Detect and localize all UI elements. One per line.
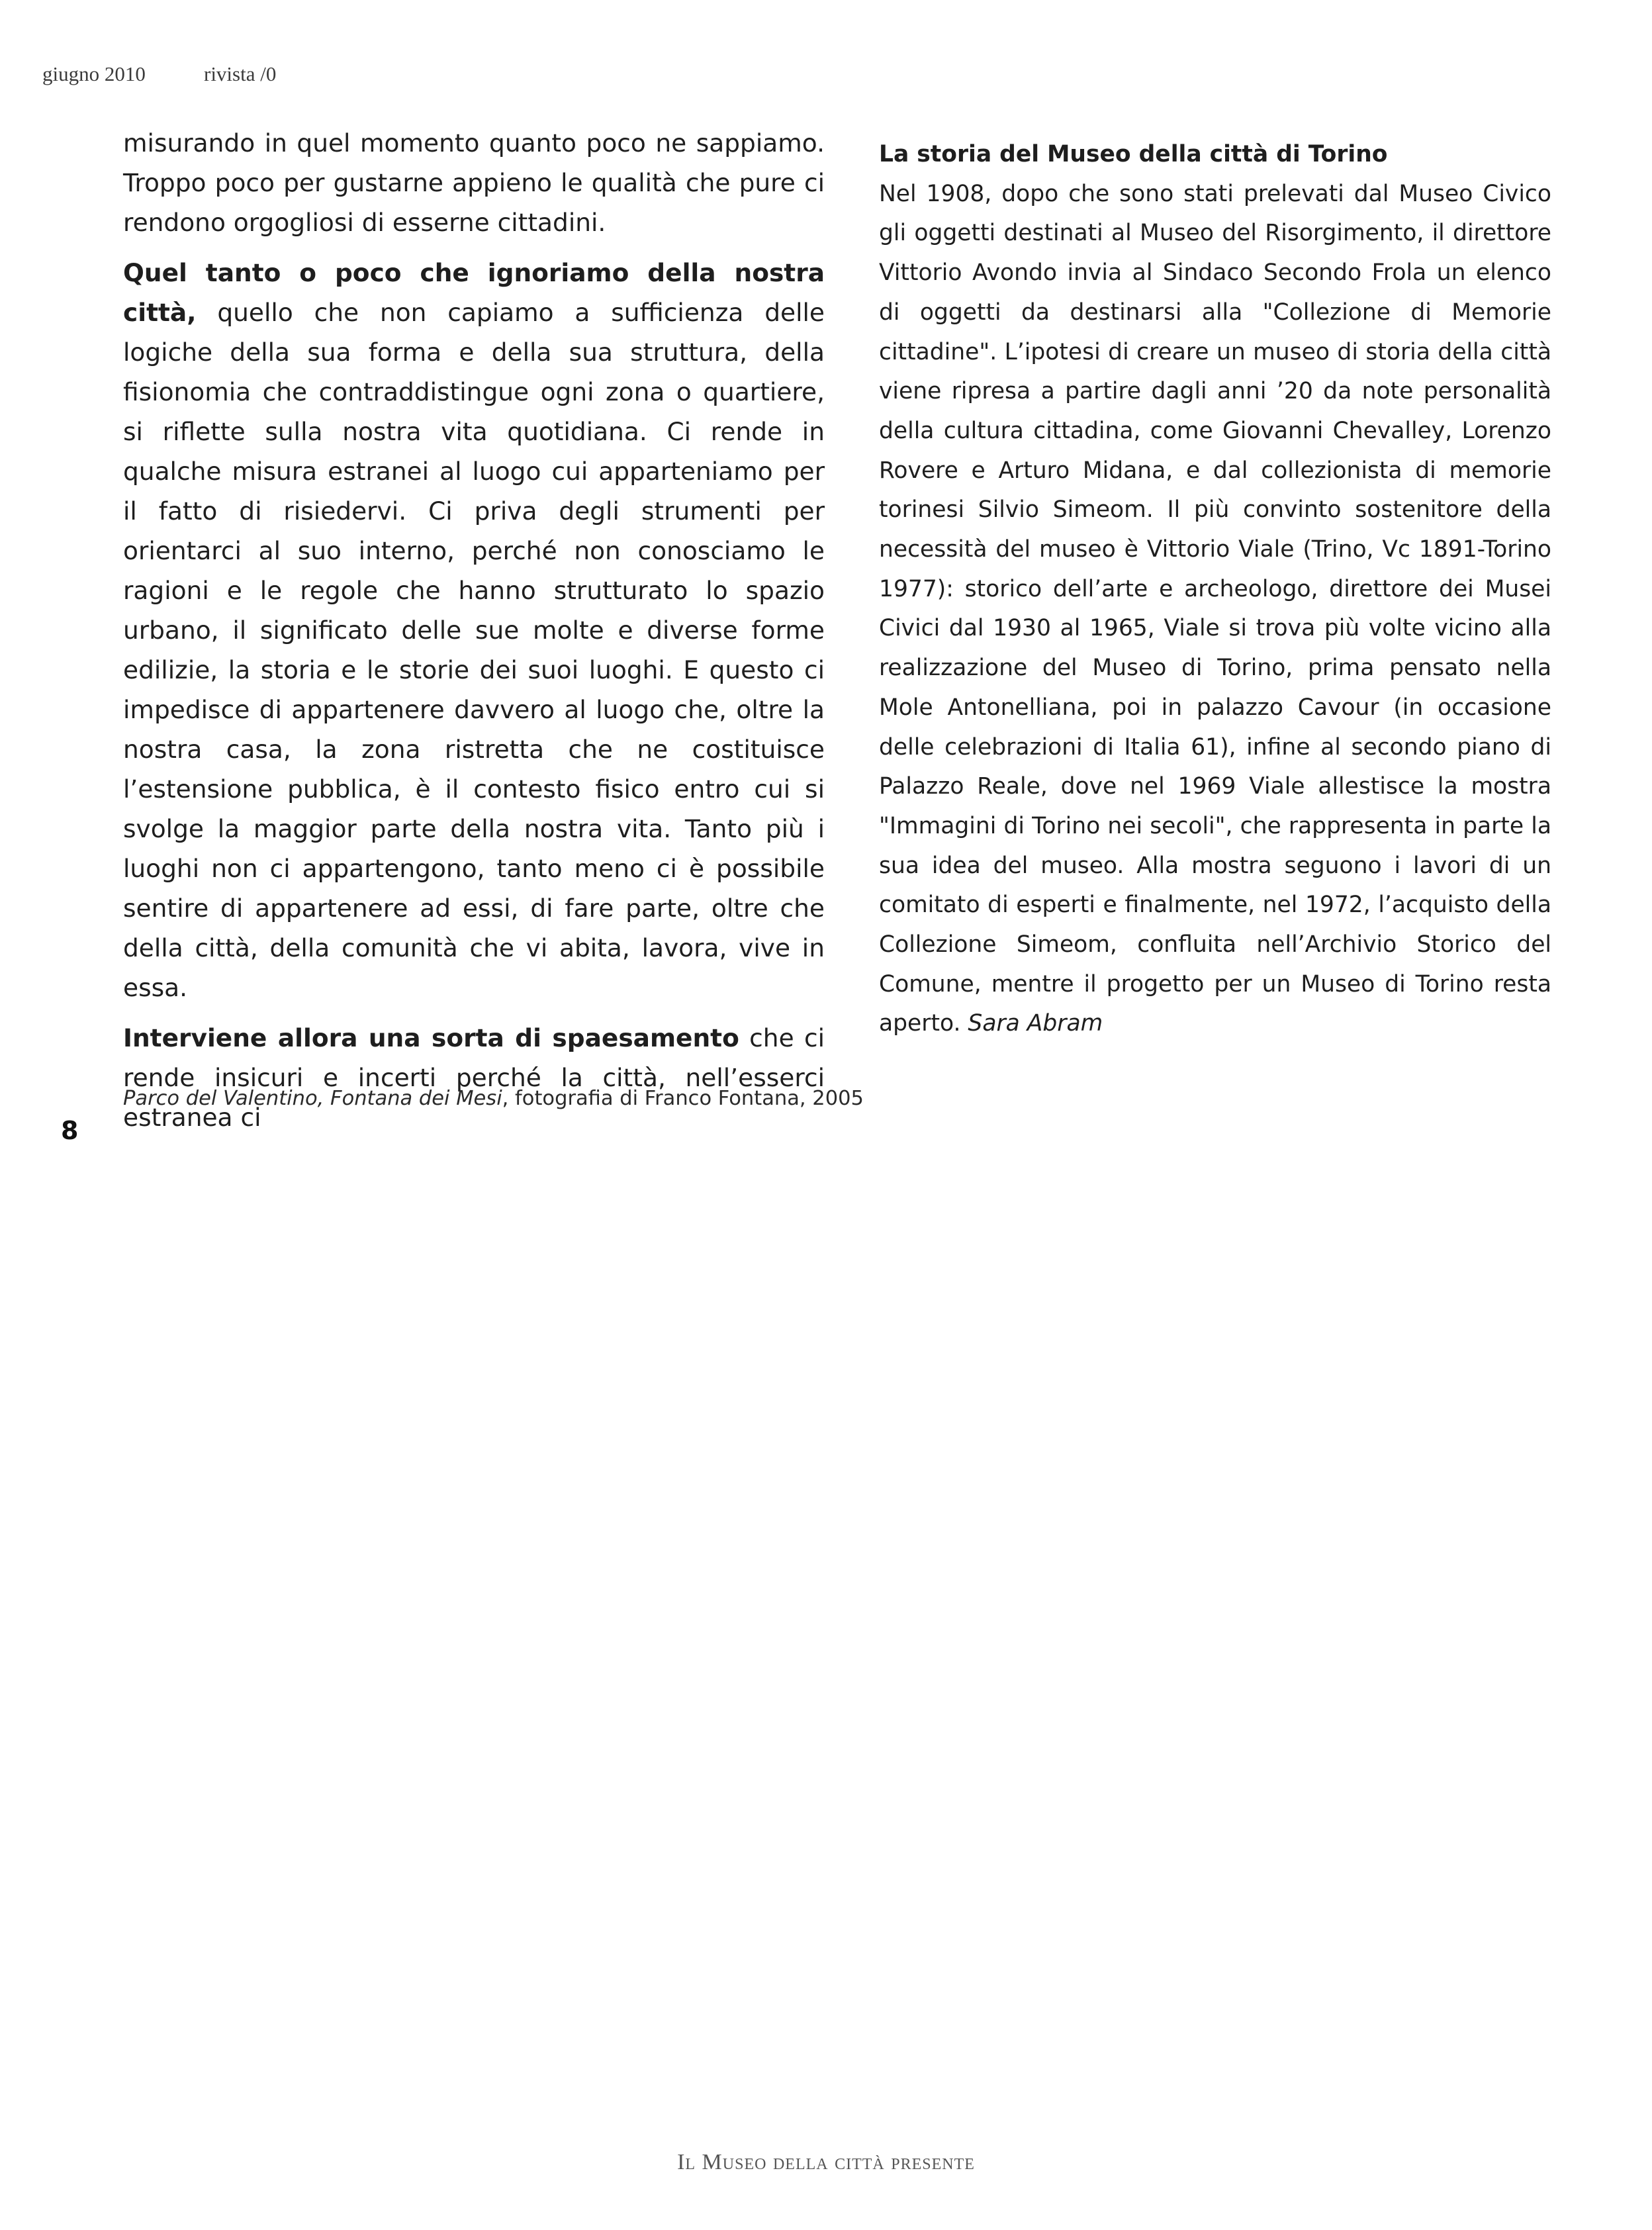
page-number: 8 (61, 1116, 79, 1145)
paragraph-1: misurando in quel momento quanto poco ne sappiamo. Troppo poco per gustarne appieno le qualità che pure ci rendono orgogliosi di esserne cittadini. (123, 128, 825, 237)
photo-caption (123, 1086, 864, 1112)
sidebar-author: Sara Abram (968, 1010, 1103, 1037)
sidebar-box (879, 135, 1551, 1044)
footer-title: Il Museo della città presente (677, 2150, 975, 2174)
header-issue: rivista /0 (204, 62, 277, 85)
paragraph-3 (123, 1018, 825, 1137)
paragraph-2-lead: Quel tanto o poco che ignoriamo della nostra città, (123, 258, 825, 327)
paragraph-2 (123, 253, 825, 1007)
main-text-column (123, 123, 825, 1148)
caption-place: Parco del Valentino, Fontana dei Mesi (123, 1087, 502, 1110)
header-date: giugno 2010 (42, 62, 146, 85)
paragraph-3-lead: Interviene allora una sorta di spaesamento (123, 1023, 739, 1052)
sidebar-body (879, 175, 1551, 1044)
sidebar-body-text: Nel 1908, dopo che sono stati prelevati dal Museo Civico gli oggetti destinati al Museo del Risorgimento, il direttore Vittorio Avondo invia al Sindaco Secondo Frola un elenco di oggetti da destinarsi alla "Collezione di Memorie cittadine". L’ipotesi di creare un museo di storia della città viene ripresa a partire dagli anni ’20 da note personalità della cultura cittadina, come Giovanni Chevalley, Lorenzo Rovere e Arturo Midana, e dal collezionista di memorie torinesi Silvio Simeom. Il più convinto sostenitore della necessità del museo è Vittorio Viale (Trino, Vc 1891-Torino 1977): storico dell’arte e archeologo, direttore dei Musei Civici dal 1930 al 1965, Viale si trova più volte vicino alla realizzazione del Museo di Torino, prima pensato nella Mole Antonelliana, poi in palazzo Cavour (in occasione delle celebrazioni di Italia 61), infine al secondo piano di Palazzo Reale, dove nel 1969 Viale allestisce la mostra "Immagini di Torino nei secoli", che rappresenta in parte la sua idea del museo. Alla mostra seguono i lavori di un comitato di esperti e finalmente, nel 1972, l’acquisto della Collezione Simeom, confluita nell’Archivio Storico del Comune, mentre il progetto per un Museo di Torino resta aperto. (879, 180, 1551, 1037)
sidebar-title: La storia del Museo della città di Torino (879, 141, 1388, 167)
paragraph-2-body: quello che non capiamo a sufficienza delle logiche della sua forma e della sua struttura, della fisionomia che contraddistingue ogni zona o quartiere, si riflette sulla nostra vita quotidiana. Ci rende in qualche misura estranei al luogo cui apparteniamo per il fatto di risiedervi. Ci priva degli strumenti per orientarci al suo interno, perché non conosciamo le ragioni e le regole che hanno strutturato lo spazio urbano, il significato delle sue molte e diverse forme edilizie, la storia e le storie dei suoi luoghi. E questo ci impedisce di appartenere davvero al luogo che, oltre la nostra casa, la zona ristretta che ne costituisce l’estensione pubblica, è il contesto fisico entro cui si svolge la maggior parte della nostra vita. Tanto più i luoghi non ci appartengono, tanto meno ci è possibile sentire di appartenere ad essi, di fare parte, oltre che della città, della comunità che vi abita, lavora, vive in essa. (123, 298, 825, 1002)
caption-credit: , fotografia di Franco Fontana, 2005 (502, 1087, 864, 1110)
paragraph-3-body: che ci rende insicuri e incerti perché la città, nell’esserci estranea ci (123, 1023, 825, 1132)
